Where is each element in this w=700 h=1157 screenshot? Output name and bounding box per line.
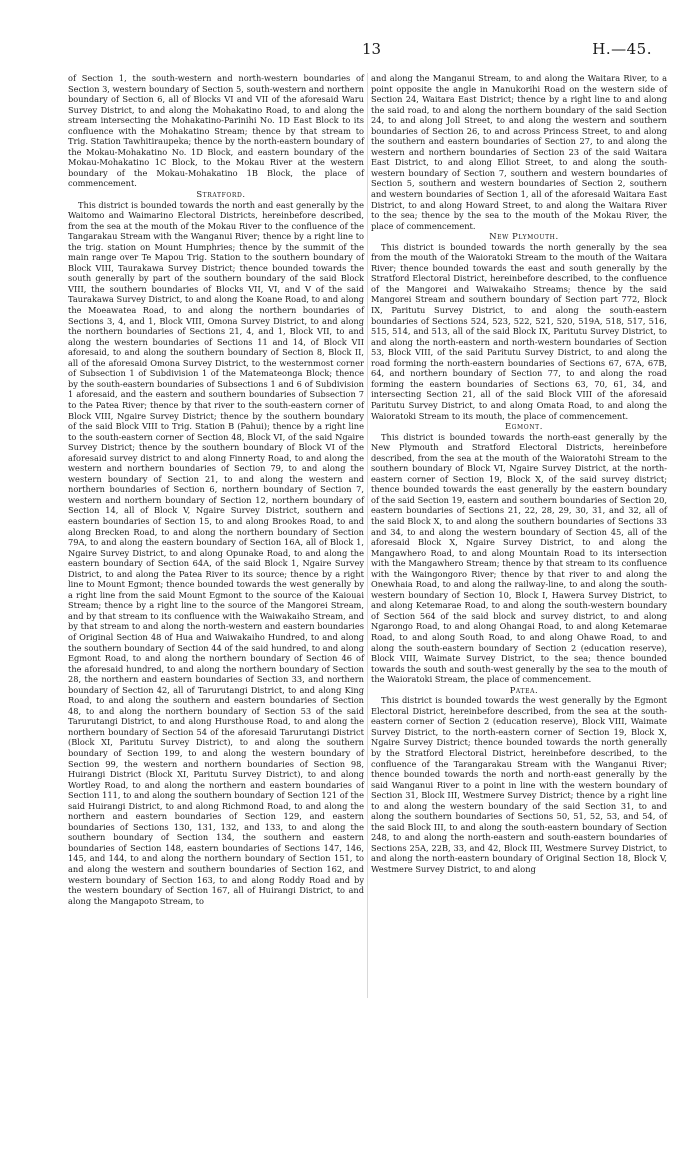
document-reference: H.—45. (592, 40, 652, 58)
page-number: 13 (362, 40, 382, 58)
stratford-boundary-text: This district is bounded towards the north and east generally by the Waitomo and Waimarino Electoral Districts, hereinbefore described, from the sea at the mouth of the Mokau River to the confluence of the Tangarakau Stream with the Wanganui River; thence by a right line to the trig. station on Mount Humphries; thence by the summit of the main range over Te Mapou Trig. Station to the southern boundary of Block VIII, Taurakawa Survey District; thence bounded towards the south generally by part of the southern boundary of the said Block VIII, the southern boundaries of Blocks VII, VI, and V of the said Taurakawa Survey District, to and along the Koane Road, to and along the Moeawatea Road, to and along the northern boundaries of Sections 3, 4, and 1, Block VIII, Omona Survey District, to and along the northern boundaries of Sections 21, 4, and 1, Block VII, to and along the western boundaries of Sections 11 and 14, of Block VII aforesaid, to and along the southern boundary of Section 8, Block II, all of the aforesaid Omona Survey District, to the westernmost corner of Subsection 1 of Subdivision 1 of the Matemateonga Block; thence by the south-eastern boundaries of Subsections 1 and 6 of Subdivision 1 aforesaid, and the eastern and southern boundaries of Subsection 7 to the Patea River; thence by that river to the south-eastern corner of Block VIII, Ngaire Survey District; thence by the southern boundary of the said Block VIII to Trig. Station B (Pahui); thence by a right line to the south-eastern corner of Section 48, Block VI, of the said Ngaire Survey District; thence by the southern boundary of Block VI of the aforesaid survey district to and along Finnerty Road, to and along the western and northern boundaries of Section 79, to and along the western boundary of Section 21, to and along the western and northern boundaries of Section 6, northern boundary of Section 7, western and northern boundary of Section 12, northern boundary of Section 14, all of Block V, Ngaire Survey District, southern and eastern boundaries of Section 15, to and along Brookes Road, to and along Brecken Road, to and along the northern boundary of Section 79A, to and along the eastern boundary of Section 16A, all of Block 1, Ngaire Survey District, to and along Opunake Road, to and along the eastern boundary of Section 64A, of the said Block 1, Ngaire Survey District, to and along the Patea River to its source; thence by a right line to Mount Egmont; thence bounded towards the west generally by a right line from the said Mount Egmont to the source of the Kaiouai Stream; thence by a right line to the source of the Mangorei Stream, and by that stream to its confluence with the Waiwakaiho Stream, and by that stream to and along the north-western and eastern boundaries of Original Section 48 of Hua and Waiwakaiho Hundred, to and along the southern boundary of Section 44 of the said hundred, to and along Egmont Road, to and along the northern boundary of Section 46 of the aforesaid hundred, to and along the northern boundary of Section 28, the northern and eastern boundaries of Section 33, and northern boundary of Section 42, all of Tarurutangi District, to and along King Road, to and along the southern and eastern boundaries of Section 48, to and along the northern boundary of Section 53 of the said Tarurutangi District, to and along Hursthouse Road, to and along the northern boundary of Section 54 of the aforesaid Tarurutangi District (Block XI, Paritutu Survey District), to and along the southern boundary of Section 199, to and along the western boundary of Section 99, the western and northern boundaries of Section 98, Huirangi District (Block XI, Paritutu Survey District), to and along Wortley Road, to and along the northern and eastern boundaries of Section 111, to and along the southern boundary of Section 121 of the said Huirangi District, to and along Richmond Road, to and along the northern and eastern boundaries of Section 129, and eastern boundaries of Sections 130, 131, 132, and 133, to and along the southern boundary of Section 134, the southern and eastern boundaries of Section 148, eastern boundaries of Sections 147, 146, 145, and 144, to and along the northern boundary of Section 151, to and along the western and southern boundaries of Section 162, and western boundary of Section 163, to and along Roddy Road and by the western boundary of Section 167, all of Huirangi District, to and along the Mangapoto Stream, to (68, 199, 364, 906)
egmont-boundary-text: This district is bounded towards the north-east generally by the New Plymouth and Stratford Electoral Districts, hereinbefore described, from the sea at the mouth of the Waioratohi Stream to the southern boundary of Block VI, Ngaire Survey District, at the north-eastern corner of Section 19, Block X, of the said survey district; thence bounded towards the east generally by the eastern boundary of the said Section 19, eastern and southern boundaries of Section 20, eastern boundaries of Sections 21, 22, 28, 29, 30, 31, and 32, all of the said Block X, to and along the southern boundaries of Sections 33 and 34, to and along the western boundary of Section 45, all of the aforesaid Block X, Ngaire Survey District, to and along the Mangawhero Road, to and along Mountain Road to its intersection with the Mangawhero Stream; thence by that stream to its confluence with the Waingongoro River; thence by that river to and along the Onewhaia Road, to and along the railway-line, to and along the south-western boundary of Section 10, Block I, Hawera Survey District, to and along Ketemarae Road, to and along the south-western boundary of Section 564 of the said block and survey district, to and along Ngarongo Road, to and along Ohangai Road, to and along Ketemarae Road, to and along South Road, to and along Ohawe Road, to and along the south-eastern boundary of Section 2 (education reserve), Block VIII, Waimate Survey District, to the sea; thence bounded towards the south and south-west generally by the sea to the mouth of the Waioratoki Stream, the place of commencement. (371, 431, 667, 685)
section-heading-patea: Patea. (509, 684, 539, 695)
new-plymouth-boundary-text: This district is bounded towards the north generally by the sea from the mouth of the Waioratoki Stream to the mouth of the Waitara River; thence bounded towards the east and south generally by the Stratford Electoral District, hereinbefore described, to the confluence of the Mangorei and Waiwakaiho Streams; thence by the said Mangorei Stream and southern boundary of Section part 772, Block IX, Paritutu Survey District, to and along the south-eastern boundaries of Sections 524, 523, 522, 521, 520, 519A, 518, 517, 516, 515, 514, and 513, all of the said Block IX, Paritutu Survey District, to and along the north-eastern and north-western boundaries of Section 53, Block VIII, of the said Paritutu Survey District, to and along the road forming the north-eastern boundaries of Sections 67, 67A, 67B, 64, and northern boundary of Section 77, to and along the road forming the eastern boundaries of Sections 63, 70, 61, 34, and intersecting Section 21, all of the said Block VIII of the aforesaid Paritutu Survey District, to and along Omata Road, to and along the Waioratoki Stream to its mouth, the place of commencement. (371, 241, 667, 421)
section-heading-stratford: Stratford. (196, 189, 246, 200)
column-divider (367, 73, 368, 998)
patea-boundary-text: This district is bounded towards the west generally by the Egmont Electoral District, hereinbefore described, from the sea at the south-eastern corner of Section 2 (education reserve), Block VIII, Waimate Survey District, to the north-eastern corner of Section 19, Block X, Ngaire Survey District; thence bounded towards the north generally by the Stratford Electoral District, hereinbefore described, to the confluence of the Tarangarakau Stream with the Wanganui River; thence bounded towards the north and north-east generally by the said Wanganui River to a point in line with the western boundary of Section 31, Block III, Westmere Survey District; thence by a right line to and along the western boundary of the said Section 31, to and along the southern boundaries of Sections 50, 51, 52, 53, and 54, of the said Block III, to and along the south-eastern boundary of Section 248, to and along the north-eastern and south-eastern boundaries of Sections 25A, 22B, 33, and 42, Block III, Westmere Survey District, to and along the north-eastern boundary of Original Section 18, Block V, Westmere Survey District, to and along (371, 695, 667, 875)
left-column (68, 73, 364, 906)
section-heading-new-plymouth: New Plymouth. (489, 231, 559, 242)
section-heading-egmont: Egmont. (504, 421, 544, 432)
stratford-boundary-continuation: and along the Manganui Stream, to and along the Waitara River, to a point opposite the angle in Manukorihi Road on the western side of Section 24, Waitara East District; thence by a right line to and along the said road, to and along the northern boundary of the said Section 24, to and along Joll Street, to and along the western and southern boundaries of Section 26, to and across Princess Street, to and along the southern and eastern boundaries of Section 27, to and along the western and northern boundaries of Section 23 of the said Waitara East District, to and along Elliot Street, to and along the south-western boundary of Section 7, southern and western boundaries of Section 5, southern and western boundaries of Section 2, southern and western boundaries of Section 1, all of the aforesaid Waitara East District, to and along Howard Street, to and along the Waitara River to the sea; thence by the sea to the mouth of the Mokau River, the place of commencement. (371, 73, 667, 231)
page-header (0, 40, 700, 60)
right-column (371, 73, 667, 875)
mokau-boundary-continuation: of Section 1, the south-western and north-western boundaries of Section 3, western boundary of Section 5, south-western and northern boundary of Section 6, all of Blocks VI and VII of the aforesaid Waru Survey District, to and along the Mohakatino Road, to and along the stream intersecting the Mohakatino-Parinihi No. 1D East Block to its confluence with the Mohakatino Stream; thence by that stream to Trig. Station Tawhitiraupeka; thence by the north-eastern boundary of the Mokau-Mohakatino No. 1D Block, and eastern boundary of the Mokau-Mohakatino 1C Block, to the Mokau River at the western boundary of the Mokau-Mohakatino 1B Block, the place of commencement. (68, 73, 364, 189)
